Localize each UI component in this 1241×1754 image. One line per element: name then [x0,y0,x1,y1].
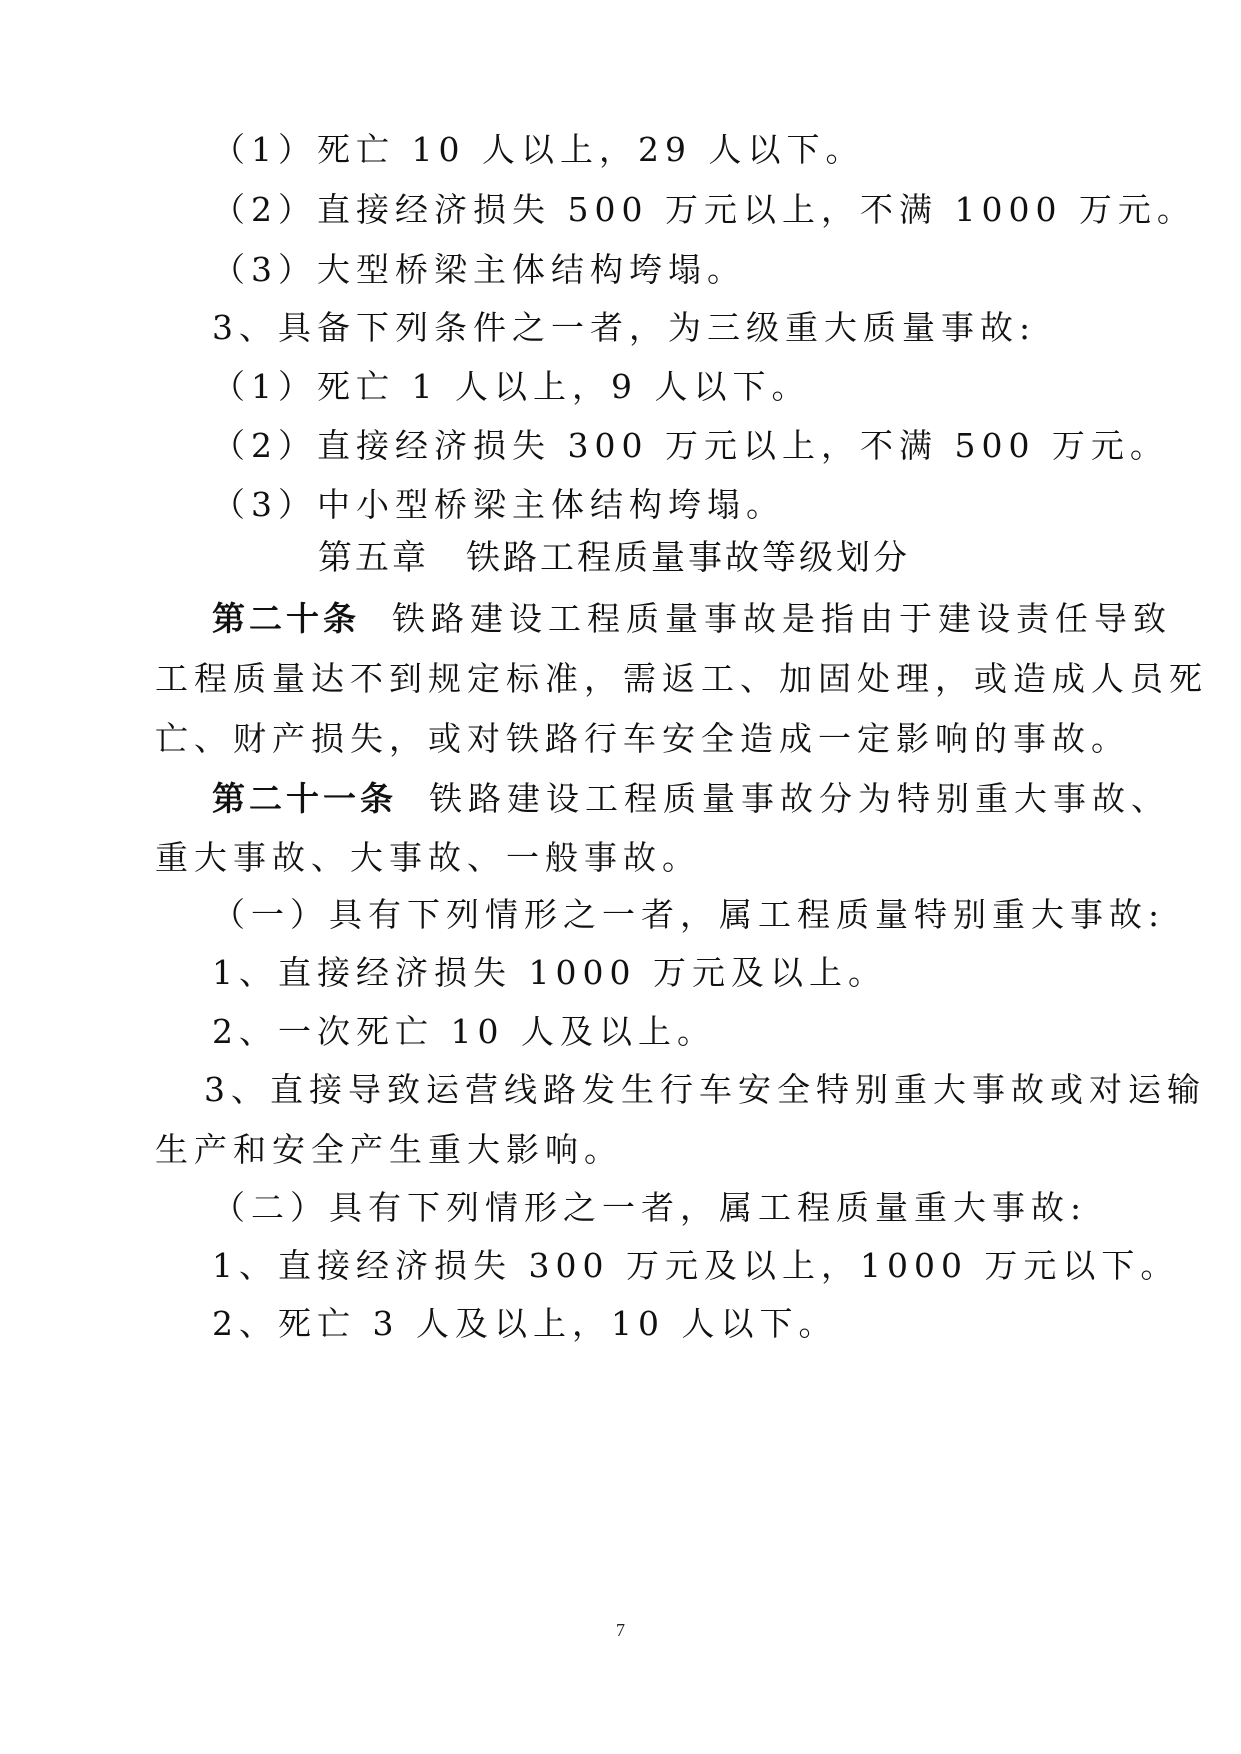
article-21-text: 铁路建设工程质量事故分为特别重大事故、 [429,779,1170,818]
chapter-heading: 第五章 铁路工程质量事故等级划分 [318,538,910,578]
item-death-3-10: 2、死亡 3 人及以上，10 人以下。 [212,1304,838,1343]
item-death-10-29: （1）死亡 10 人以上，29 人以下。 [212,130,865,169]
item-loss-1000-plus: 1、直接经济损失 1000 万元及以上。 [212,953,887,992]
article-20-line-3: 亡、财产损失，或对铁路行车安全造成一定影响的事故。 [155,719,1130,758]
article-21-line-2: 重大事故、大事故、一般事故。 [155,838,701,877]
article-20-title: 第二十条 [212,599,360,638]
item-operation-line-accident-cont: 生产和安全产生重大影响。 [155,1130,623,1169]
article-20-line-2: 工程质量达不到规定标准，需返工、加固处理，或造成人员死 [155,659,1208,698]
article-20-line-1 [212,597,1172,641]
item-small-bridge-collapse: （3）中小型桥梁主体结构垮塌。 [212,485,785,524]
item-level-three-conditions: 3、具备下列条件之一者，为三级重大质量事故: [212,308,1037,347]
item-especially-serious-conditions: （一）具有下列情形之一者，属工程质量特别重大事故: [212,895,1166,934]
item-loss-300-500: （2）直接经济损失 300 万元以上，不满 500 万元。 [212,426,1169,465]
item-loss-500-1000: （2）直接经济损失 500 万元以上，不满 1000 万元。 [212,190,1196,229]
item-death-10-plus: 2、一次死亡 10 人及以上。 [212,1012,716,1051]
item-large-bridge-collapse: （3）大型桥梁主体结构垮塌。 [212,250,746,289]
item-operation-line-accident: 3、直接导致运营线路发生行车安全特别重大事故或对运输 [204,1070,1206,1109]
article-21-title: 第二十一条 [212,779,397,818]
article-21-line-1 [212,777,1170,821]
item-loss-300-1000: 1、直接经济损失 300 万元及以上，1000 万元以下。 [212,1246,1180,1285]
article-20-text: 铁路建设工程质量事故是指由于建设责任导致 [392,599,1172,638]
item-serious-conditions: （二）具有下列情形之一者，属工程质量重大事故: [212,1188,1088,1227]
item-death-1-9: （1）死亡 1 人以上，9 人以下。 [212,367,811,406]
page-number: 7 [616,1620,625,1640]
